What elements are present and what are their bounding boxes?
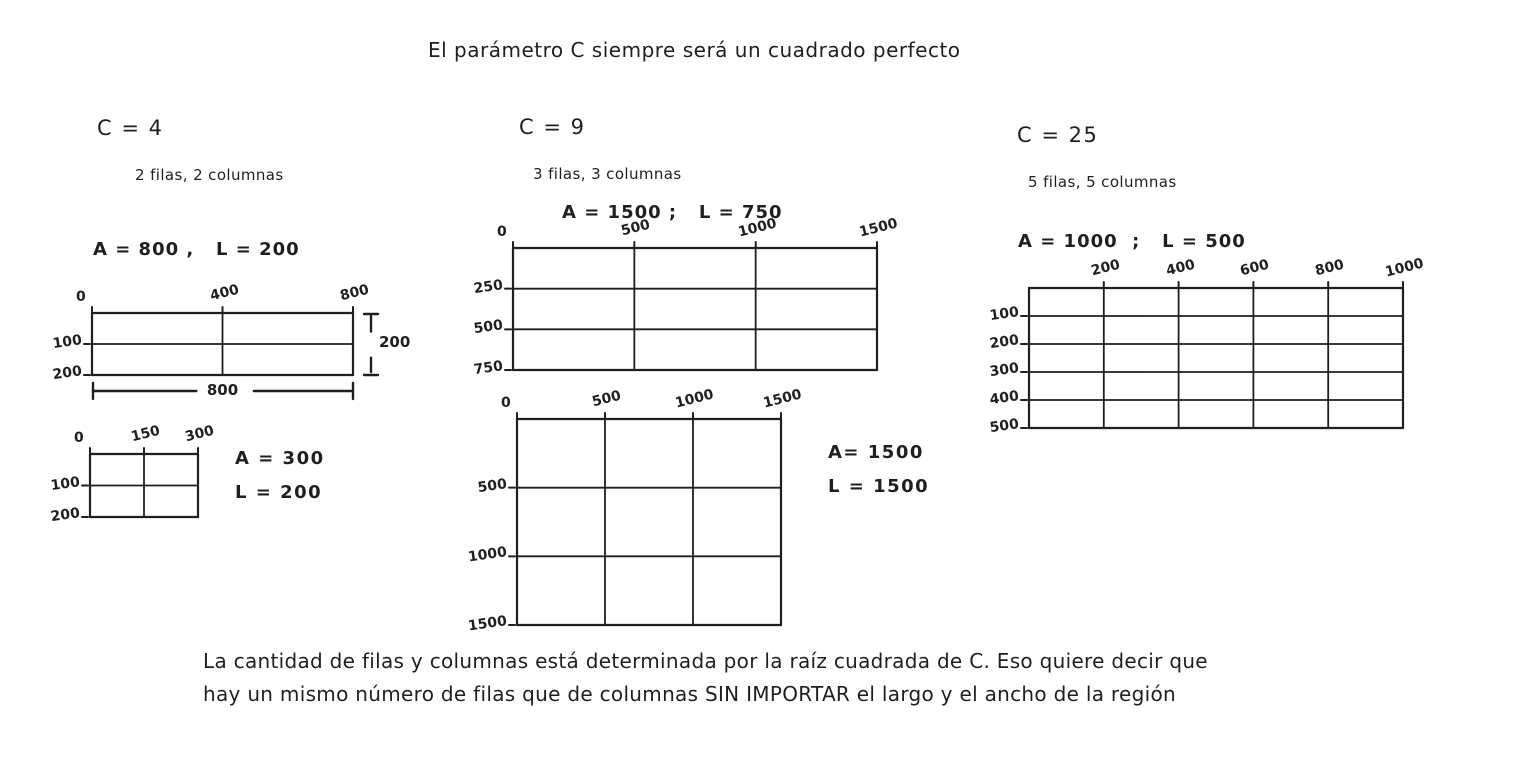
x-tick-label: 1500: [761, 386, 804, 412]
grid-lines: [90, 454, 198, 517]
y-tick-label: 250: [472, 276, 504, 297]
y-tick-label: 750: [472, 358, 504, 379]
x-tick-label: 600: [1238, 256, 1272, 280]
x-tick-label: 0: [501, 395, 511, 411]
grid-1500x750: [472, 215, 900, 379]
y-tick-label: 400: [988, 388, 1020, 409]
x-tick-label: 200: [1089, 256, 1122, 280]
footer-line-2: hay un mismo número de filas que de columnas SIN IMPORTAR el largo y el ancho de la región: [203, 682, 1176, 706]
section-c9-label: C = 9: [519, 115, 586, 139]
x-tick-label: 1500: [857, 215, 900, 241]
grid-annotation: L = 1500: [828, 476, 930, 497]
x-tick-label: 0: [76, 289, 86, 305]
grid-lines: [92, 313, 353, 375]
grid-300x200: [49, 422, 325, 526]
section-c25-params: A = 1000 ; L = 500: [1018, 231, 1246, 252]
height-measure-label: 200: [379, 333, 411, 351]
grid-annotation: A= 1500: [828, 442, 924, 463]
width-measure-label: 800: [206, 381, 239, 399]
x-tick-label: 400: [207, 281, 241, 305]
y-tick-label: 1500: [467, 613, 508, 635]
y-tick-label: 300: [988, 360, 1020, 381]
grid-1500x1500: [467, 386, 930, 635]
page-title: El parámetro C siempre será un cuadrado perfecto: [428, 38, 961, 62]
x-tick-label: 800: [338, 281, 371, 305]
y-tick-label: 100: [988, 304, 1020, 325]
footer-line-1: La cantidad de filas y columnas está determinada por la raíz cuadrada de C. Eso quiere decir que: [203, 649, 1208, 673]
y-tick-label: 500: [472, 317, 504, 338]
x-tick-label: 1000: [1383, 255, 1426, 281]
section-c9-dims: 3 filas, 3 columnas: [533, 165, 682, 183]
grid-annotation: A = 300: [235, 448, 325, 469]
x-tick-label: 500: [590, 387, 623, 411]
y-tick-label: 200: [51, 363, 83, 384]
section-c4-dims: 2 filas, 2 columnas: [135, 166, 284, 184]
x-tick-label: 800: [1313, 256, 1346, 280]
grid-lines: [513, 248, 877, 370]
y-tick-label: 1000: [467, 544, 508, 566]
grid-lines: [517, 419, 781, 625]
section-c25-label: C = 25: [1017, 123, 1099, 147]
section-c4-params: A = 800 , L = 200: [93, 239, 300, 260]
grid-annotation: L = 200: [235, 482, 323, 503]
section-c9-params: A = 1500 ; L = 750: [562, 202, 783, 223]
grid-lines: [1029, 288, 1403, 428]
x-tick-label: 500: [619, 216, 653, 240]
y-tick-label: 200: [988, 332, 1020, 353]
y-tick-label: 200: [49, 505, 81, 526]
y-tick-label: 100: [49, 473, 81, 494]
grid-800x200: [51, 281, 411, 399]
x-tick-label: 400: [1164, 256, 1197, 280]
x-tick-label: 0: [497, 224, 507, 240]
y-tick-label: 500: [476, 475, 508, 496]
section-c25-dims: 5 filas, 5 columnas: [1028, 173, 1177, 191]
y-tick-label: 100: [51, 332, 83, 353]
x-tick-label: 0: [74, 430, 84, 446]
x-tick-label: 1000: [736, 215, 778, 241]
section-c4-label: C = 4: [97, 116, 164, 140]
x-tick-label: 150: [129, 422, 162, 446]
footer-text: [203, 645, 1208, 711]
grid-1000x500: [988, 255, 1426, 437]
x-tick-label: 300: [183, 422, 216, 446]
x-tick-label: 1000: [673, 386, 716, 412]
y-tick-label: 500: [988, 416, 1020, 437]
